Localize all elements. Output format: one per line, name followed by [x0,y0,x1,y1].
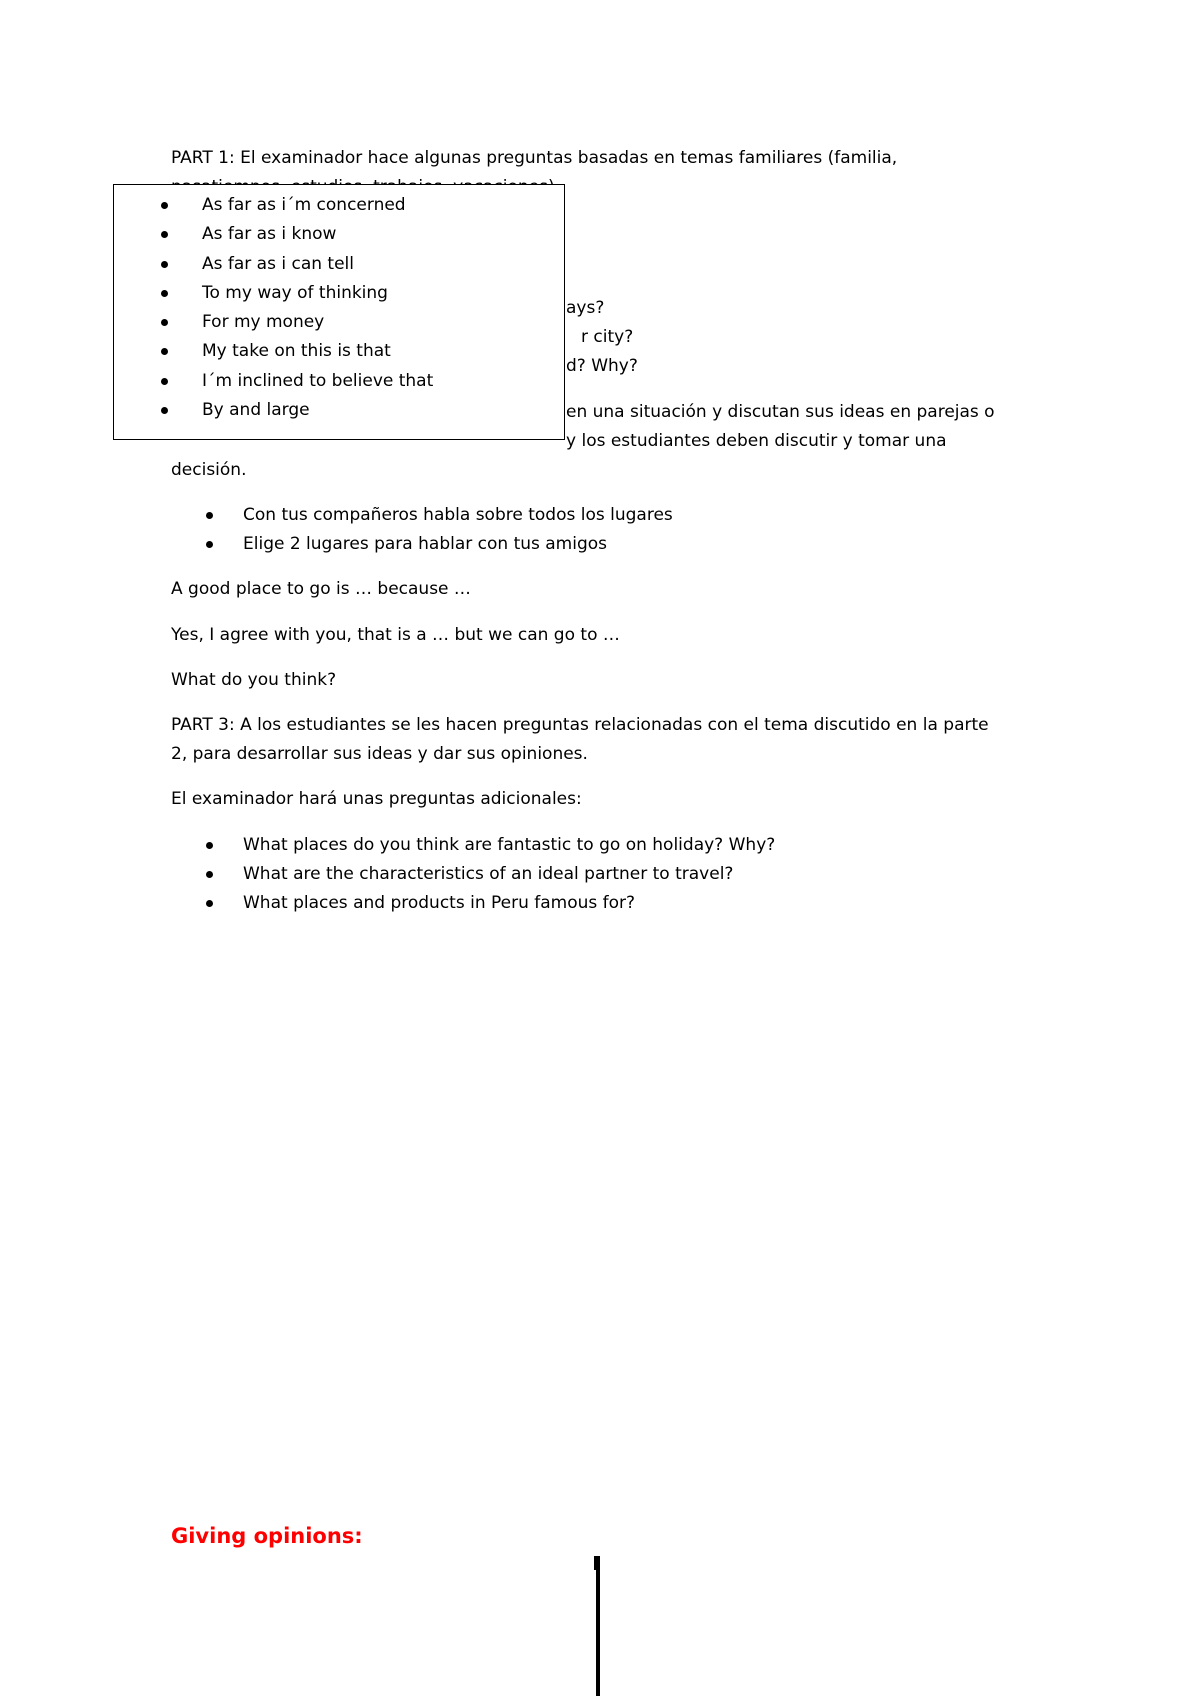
part2-line3: decisión. [171,460,247,480]
opinion-phrase-text: As far as i´m concerned [202,195,406,215]
list-item-text: What are the characteristics of an ideal partner to travel? [243,864,734,884]
part1-question-fragment-1: ays? [566,298,605,318]
list-item [203,889,775,918]
bullet-icon [206,900,213,907]
bullet-icon [206,541,213,548]
part3-line2: 2, para desarrollar sus ideas y dar sus opiniones. [171,744,588,764]
list-item [203,831,775,860]
opinion-phrase-item [158,337,433,366]
list-item-text: Elige 2 lugares para hablar con tus amigos [243,534,608,554]
opinion-phrase-item [158,396,433,425]
opinion-phrase-text: By and large [202,400,310,421]
vertical-line [596,1556,600,1696]
giving-opinions-heading: Giving opinions: [171,1524,363,1548]
opinion-phrase-text: As far as i know [202,224,337,245]
opinion-phrase-item [158,367,433,396]
bullet-icon [161,407,168,414]
bullet-icon [161,231,168,238]
dialogue-line-1: A good place to go is … because … [171,579,471,599]
opinion-phrase-text: For my money [202,312,325,333]
dialogue-line-2: Yes, I agree with you, that is a … but we can go to … [171,625,620,645]
opinion-phrase-text: I´m inclined to believe that [202,370,434,391]
bullet-icon [161,319,168,326]
part2-line1-fragment: en una situación y discutan sus ideas en parejas o [566,402,995,422]
bullet-icon [161,261,168,268]
opinion-phrases-list [158,191,433,425]
part3-extra: El examinador hará unas preguntas adicionales: [171,789,582,809]
dialogue-line-3: What do you think? [171,670,337,690]
opinion-phrase-text: My take on this is that [202,341,391,362]
part2-line2-fragment: y los estudiantes deben discutir y tomar una [566,431,947,451]
part2-task-list [203,501,673,559]
part1-line1: PART 1: El examinador hace algunas preguntas basadas en temas familiares (familia, [171,148,898,168]
opinion-phrase-item [158,191,433,220]
opinion-phrase-item [158,308,433,337]
bullet-icon [161,290,168,297]
bullet-icon [206,842,213,849]
list-item-text: What places do you think are fantastic to go on holiday? Why? [243,835,776,855]
list-item [203,501,673,530]
bullet-icon [206,871,213,878]
part3-question-list [203,831,775,918]
part1-question-fragment-3: d? Why? [566,356,638,376]
bullet-icon [161,348,168,355]
opinion-phrase-item [158,250,433,279]
list-item [203,860,775,889]
bullet-icon [206,512,213,519]
list-item-text: What places and products in Peru famous for? [243,893,636,913]
list-item-text: Con tus compañeros habla sobre todos los lugares [243,505,673,525]
part1-question-fragment-2: r city? [581,327,634,347]
list-item [203,530,673,559]
opinion-phrase-text: To my way of thinking [202,282,388,303]
opinion-phrase-item [158,279,433,308]
opinion-phrase-item [158,220,433,249]
bullet-icon [161,378,168,385]
bullet-icon [161,202,168,209]
part3-line1: PART 3: A los estudiantes se les hacen preguntas relacionadas con el tema discutido en la parte [171,715,989,735]
opinion-phrases-box [113,184,565,440]
opinion-phrase-text: As far as i can tell [202,253,355,274]
